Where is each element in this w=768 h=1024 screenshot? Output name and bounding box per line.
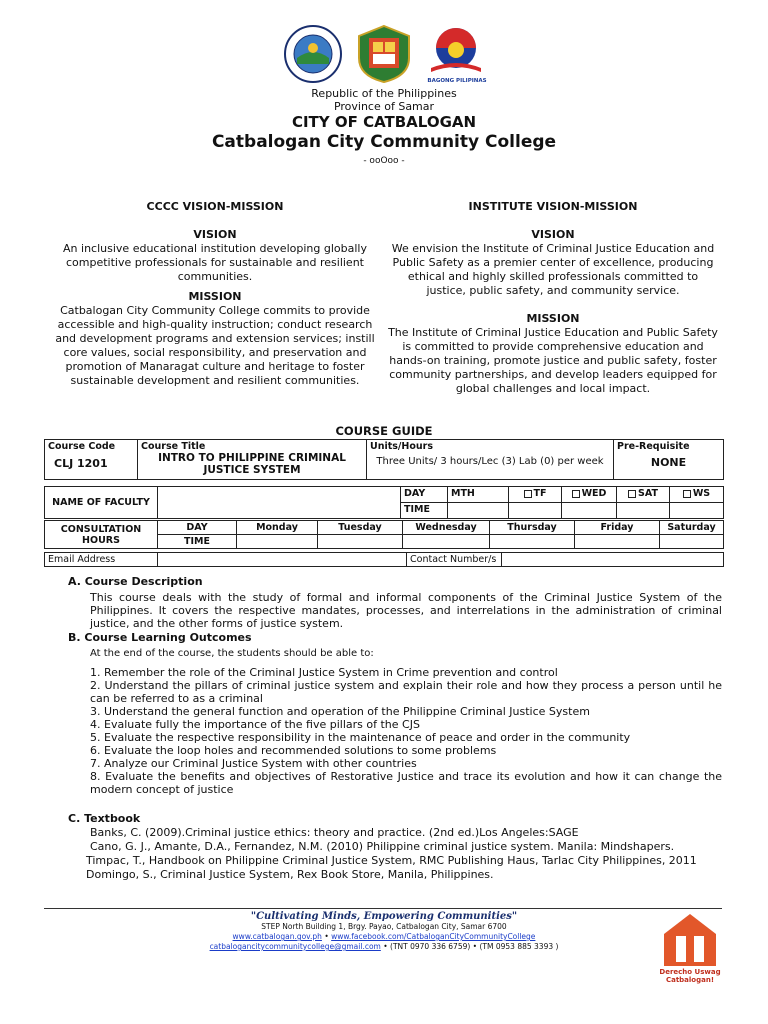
derecho-uswag-text <box>652 968 728 984</box>
city-title: CITY OF CATBALOGAN <box>291 113 477 131</box>
consult-wednesday: Wednesday <box>403 521 490 535</box>
contact-label: Contact Number/s <box>407 553 502 567</box>
units-heading: Units/Hours <box>370 441 433 452</box>
course-code-cell <box>45 440 138 480</box>
course-title-value: INTRO TO PHILIPPINE CRIMINAL JUSTICE SYSTEM <box>158 452 346 476</box>
list-item: Domingo, S., Criminal Justice System, Rex Book Store, Manila, Philippines. <box>86 868 494 881</box>
derecho-uswag-logo-icon <box>662 912 718 968</box>
logo-text-line1: Derecho Uswag <box>659 968 721 976</box>
checkbox-icon <box>572 490 580 498</box>
course-info-table <box>44 439 724 480</box>
footer <box>0 912 768 952</box>
logo-text-line2: Catbalogan! <box>665 976 715 984</box>
footer-divider <box>44 908 722 909</box>
faculty-schedule-table <box>44 486 724 519</box>
course-description-text: This course deals with the study of formal and informal components of the Criminal Justice System of the Philippines. It covers the respective mandates, processes, and interrelations in the administration of criminal justice, and the other forms of justice system. <box>90 591 722 630</box>
section-c-heading: C. Textbook <box>68 812 141 825</box>
footer-separator: • <box>321 932 332 941</box>
sat-checkbox[interactable] <box>617 487 670 503</box>
consult-time-label: TIME <box>158 535 237 549</box>
checkbox-icon <box>683 490 691 498</box>
footer-links <box>0 932 768 942</box>
ornament: - ooOoo - <box>363 156 405 166</box>
cccc-vm-title: CCCC VISION-MISSION <box>146 200 284 213</box>
course-code-value: CLJ 1201 <box>54 457 108 470</box>
institute-mission-text: The Institute of Criminal Justice Education and Public Safety is committed to provide comprehensive education and hands-on training, promote justice and public safety, foster community partnerships, and develop leaders equipped for global challenges and local impact. <box>388 326 718 395</box>
list-item: Banks, C. (2009).Criminal justice ethics: theory and practice. (2nd ed.)Los Angeles:SAGE <box>90 826 579 839</box>
day-label: DAY <box>401 487 448 503</box>
consult-tuesday: Tuesday <box>318 521 403 535</box>
textbook-list <box>86 826 730 882</box>
consult-friday: Friday <box>575 521 660 535</box>
units-cell <box>367 440 614 480</box>
consultation-table <box>44 520 724 549</box>
list-item: Timpac, T., Handbook on Philippine Criminal Justice System, RMC Publishing Haus, Tarlac City Philippines, 2011 <box>86 854 697 867</box>
faculty-label: NAME OF FACULTY <box>45 487 158 519</box>
list-item: 7. Analyze our Criminal Justice System with other countries <box>90 757 417 770</box>
consult-monday: Monday <box>237 521 318 535</box>
city-seal-icon <box>283 24 343 84</box>
list-item: 3. Understand the general function and operation of the Philippine Criminal Justice System <box>90 705 590 718</box>
ws-checkbox[interactable] <box>670 487 724 503</box>
footer-contacts <box>0 942 768 952</box>
bagong-pilipinas-logo-icon <box>425 24 487 84</box>
institute-vision-text: We envision the Institute of Criminal Justice Education and Public Safety as a premier center of excellence, producing ethical and highly skilled professionals committed to justice, public safety, and community service. <box>391 242 715 297</box>
institute-vision-mission <box>388 200 718 396</box>
prereq-heading: Pre-Requisite <box>617 441 690 452</box>
outcomes-list <box>90 666 722 796</box>
institute-vision-heading: VISION <box>531 228 575 241</box>
email-value[interactable] <box>158 553 407 567</box>
units-value: Three Units/ 3 hours/Lec (3) Lab (0) per week <box>376 456 604 467</box>
faculty-value[interactable] <box>158 487 401 519</box>
list-item: 2. Understand the pillars of criminal justice system and explain their role and how they process a person until he can be referred to as a criminal <box>90 679 722 705</box>
wed-label: WED <box>581 488 607 499</box>
institute-mission-heading: MISSION <box>526 312 580 325</box>
bagong-pilipinas-label: BAGONG PILIPINAS <box>427 78 487 84</box>
institute-vm-title: INSTITUTE VISION-MISSION <box>468 200 638 213</box>
province-text: Province of Samar <box>333 100 435 113</box>
list-item: Cano, G. J., Amante, D.A., Fernandez, N.M. (2010) Philippine criminal justice system. Manila: Mindshapers. <box>90 840 675 853</box>
course-code-heading: Course Code <box>48 441 116 452</box>
course-title-cell <box>138 440 367 480</box>
cccc-vision-text: An inclusive educational institution developing globally competitive professionals for sustainable and resilient communities. <box>63 242 367 283</box>
republic-text: Republic of the Philippines <box>311 87 457 100</box>
outcomes-intro: At the end of the course, the students should be able to: <box>90 648 374 659</box>
contact-table <box>44 552 724 567</box>
checkbox-icon <box>524 490 532 498</box>
cccc-vision-mission <box>50 200 380 388</box>
footer-address: STEP North Building 1, Brgy. Payao, Catbalogan City, Samar 6700 <box>261 922 507 931</box>
section-b-heading: B. Course Learning Outcomes <box>68 631 252 644</box>
prereq-cell <box>614 440 724 480</box>
facebook-link[interactable]: www.facebook.com/CatbaloganCityCommunityCollege <box>331 932 536 941</box>
website-link[interactable]: www.catbalogan.gov.ph <box>232 932 322 941</box>
course-guide-title: COURSE GUIDE <box>335 424 433 438</box>
list-item: 5. Evaluate the respective responsibility in the maintenance of peace and order in the community <box>90 731 631 744</box>
list-item: 1. Remember the role of the Criminal Justice System in Crime prevention and control <box>90 666 558 679</box>
consultation-label: CONSULTATION HOURS <box>45 521 158 549</box>
course-title-heading: Course Title <box>141 441 206 452</box>
time-label: TIME <box>401 503 448 519</box>
tf-checkbox[interactable] <box>509 487 562 503</box>
tf-label: TF <box>533 488 547 499</box>
mth-label: MTH <box>448 487 509 503</box>
consult-thursday: Thursday <box>490 521 575 535</box>
college-seal-icon <box>355 24 413 84</box>
footer-phones: • (TNT 0970 336 6759) • (TM 0953 885 3393 ) <box>380 942 559 951</box>
checkbox-icon <box>628 490 636 498</box>
cccc-vision-heading: VISION <box>193 228 237 241</box>
list-item: 4. Evaluate fully the importance of the five pillars of the CJS <box>90 718 420 731</box>
footer-tagline: "Cultivating Minds, Empowering Communities" <box>250 911 518 922</box>
sat-label: SAT <box>638 488 658 499</box>
prereq-value: NONE <box>650 456 687 469</box>
cccc-mission-heading: MISSION <box>188 290 242 303</box>
college-title: Catbalogan City Community College <box>211 132 557 152</box>
consult-day-label: DAY <box>158 521 237 535</box>
contact-value[interactable] <box>502 553 724 567</box>
list-item: 6. Evaluate the loop holes and recommended solutions to some problems <box>90 744 497 757</box>
consult-saturday: Saturday <box>660 521 724 535</box>
email-link[interactable]: catbalogancitycommunitycollege@gmail.com <box>209 942 381 951</box>
section-a-heading: A. Course Description <box>68 575 203 588</box>
header-logos <box>0 24 768 86</box>
list-item: 8. Evaluate the benefits and objectives of Restorative Justice and trace its evolution and how it can change the modern concept of justice <box>90 770 722 796</box>
wed-checkbox[interactable] <box>562 487 617 503</box>
email-label: Email Address <box>45 553 158 567</box>
cccc-mission-text: Catbalogan City Community College commits to provide accessible and high-quality instruction; conduct research and development programs and extension services; instill core values, social responsibility, and preservation and promotion of Manaragat culture and heritage to foster sustainable development and resilient communities. <box>55 304 375 387</box>
ws-label: WS <box>692 488 711 499</box>
